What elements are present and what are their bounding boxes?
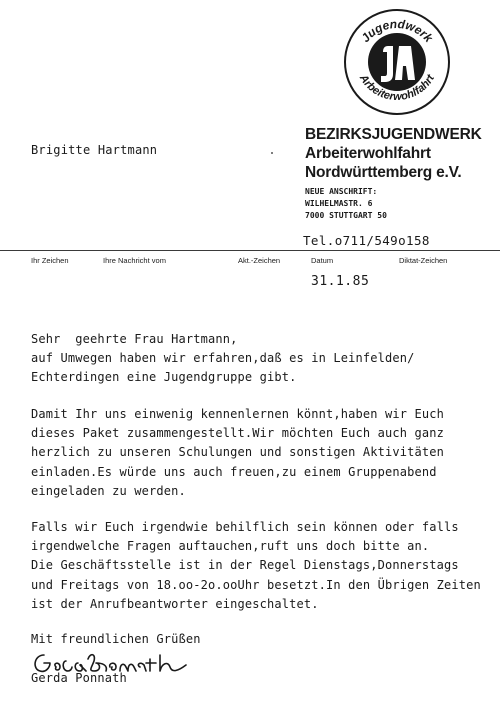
body-paragraph-2: Damit Ihr uns einwenig kennenlernen könnt,haben wir Euch dieses Paket zusammengestellt.Wir möchten Euch auch ganz herzlich zu unseren Schulungen und sonstigen Aktivitäten einladen.Es würde uns auch freuen,zu einem Gruppenabend eingeladen zu werden. [31,407,444,498]
letter-date: 31.1.85 [311,274,370,289]
stray-dot [271,152,273,154]
label-akt-zeichen: Akt.-Zeichen [238,256,281,265]
body-paragraph-3: Falls wir Euch irgendwie behilflich sein können oder falls irgendwelche Fragen auftauchen,ruft uns doch bitte an. Die Geschäftsstelle ist in der Regel Dienstags,Donnerstags und Freitags von 18.oo-2o.ooUhr besetzt.In den Übrigen Zeiten ist der Anrufbeantworter eingeschaltet. [31,520,481,611]
label-ihre-nachricht: Ihre Nachricht vom [103,256,166,265]
seal-text-bottom: Arbeiterwohlfahrt [356,72,437,104]
label-diktat-zeichen: Diktat-Zeichen [399,256,448,265]
label-datum: Datum [311,256,334,265]
body-paragraph-1: Sehr geehrte Frau Hartmann, auf Umwegen haben wir erfahren,daß es in Leinfelden/ Echterdingen eine Jugendgruppe gibt. [31,332,415,385]
org-name-line3: Nordwürttemberg e.V. [305,164,462,181]
label-ihr-zeichen: Ihr Zeichen [31,256,69,265]
recipient-name: Brigitte Hartmann [31,143,158,157]
address-line3: 7000 STUTTGART 50 [305,211,387,220]
closing-salutation: Mit freundlichen Grüßen [31,632,201,646]
address-line2: WILHELMASTR. 6 [305,199,373,208]
phone-number: Tel.o711/549o158 [303,233,430,248]
seal-text-top: Jugendwerk [358,16,436,46]
reference-rule [0,250,500,251]
org-address [305,186,482,222]
organization-block [305,125,482,222]
org-name-line1: BEZIRKSJUGENDWERK [305,126,482,143]
org-name-line2: Arbeiterwohlfahrt [305,145,431,162]
address-line1: NEUE ANSCHRIFT: [305,187,378,196]
signer-name: Gerda Ponnath [31,671,127,685]
jugendwerk-arbeiterwohlfahrt-seal-icon [343,8,451,116]
